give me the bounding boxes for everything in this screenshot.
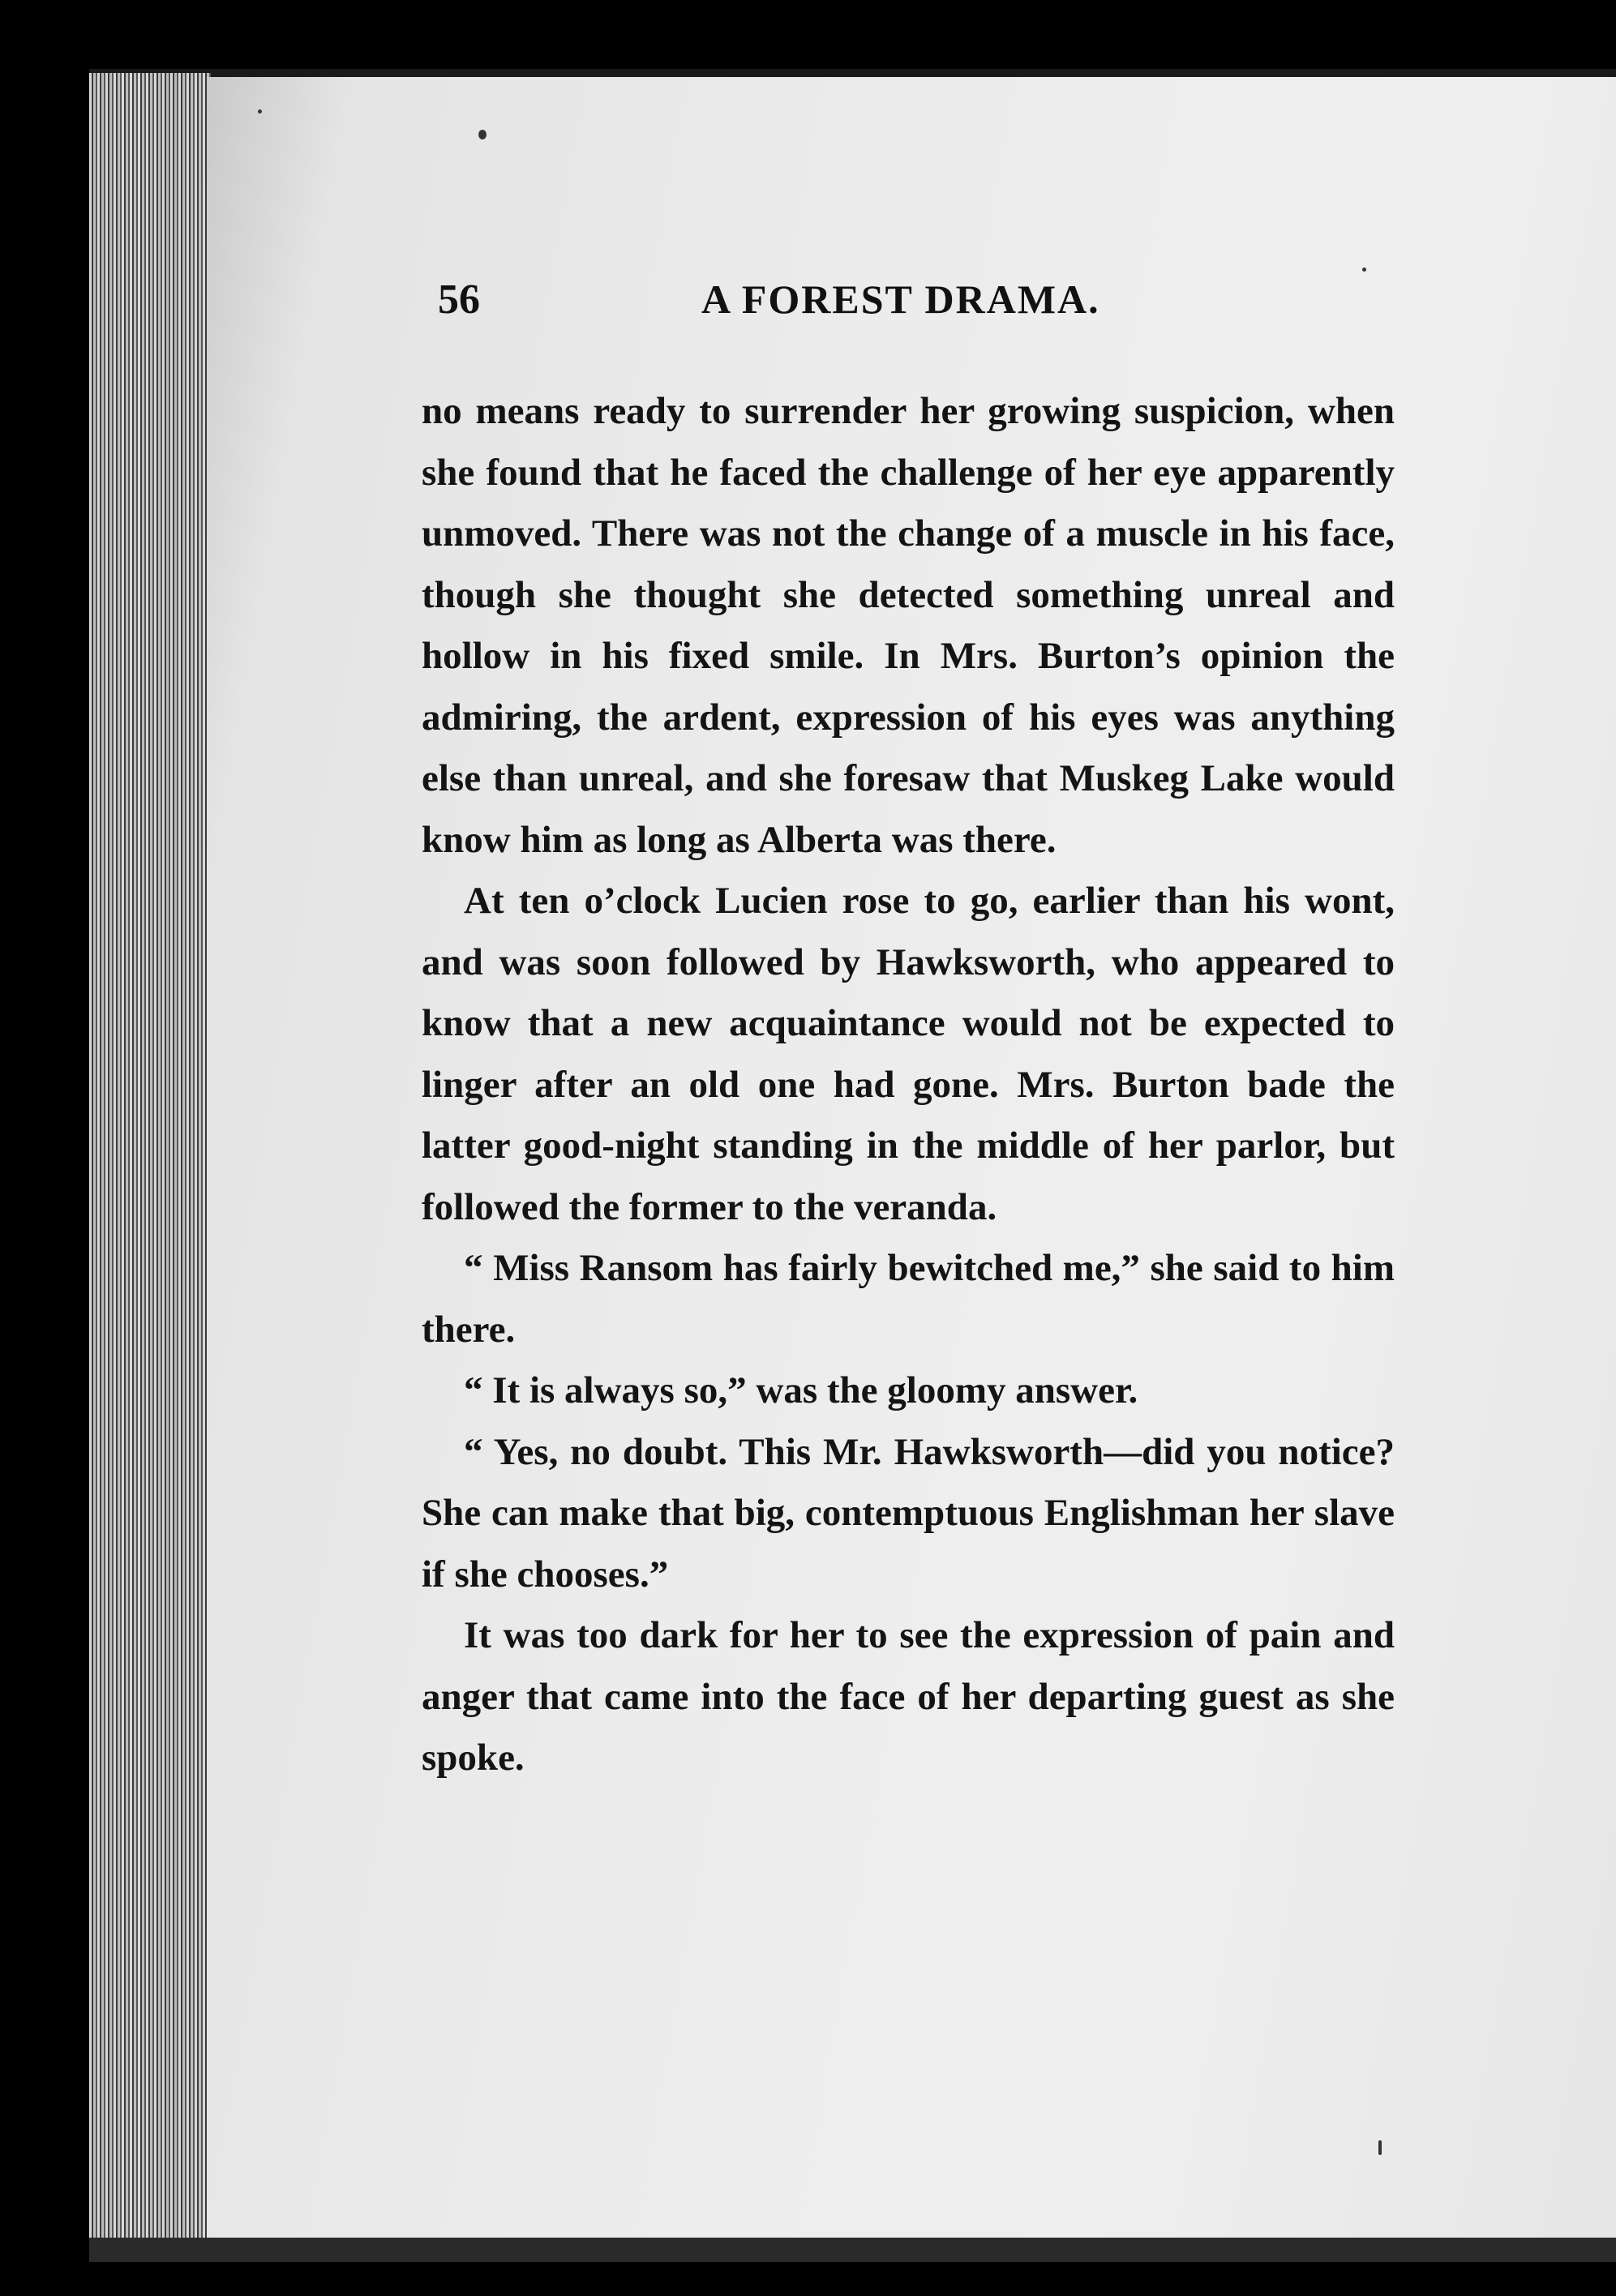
paragraph: “ It is always so,” was the gloomy answer. [464,1369,1138,1411]
bottom-edge [89,2238,1616,2262]
speck [258,109,262,114]
speck [478,130,487,139]
speck [1378,2140,1382,2155]
paragraph: “ Miss Ransom has fairly bewitched me,” she said to him there. [422,1247,1395,1351]
paragraph: no means ready to surrender her growing suspicion, when she found that he faced the challenge of her eye apparently unmoved. There was not the change of a muscle in his face, though she thought she detected something unreal and hollow in his fixed smile. In Mrs. Burton’s opinion the admiring, the ardent, expression of his eyes was anything else than unreal, and she foresaw that Muskeg Lake would know him as long as Alberta was there. [422,390,1395,861]
paragraph: At ten o’clock Lucien rose to go, earlier than his wont, and was soon followed by Hawksworth, who appeared to know that a new acquaintance would not be expected to linger after an old one had gone. Mrs. Burton bade the latter good-night standing in the middle of her parlor, but followed the former to the veranda. [422,880,1395,1228]
page-header [438,276,1411,332]
page-edges [89,73,211,2246]
paragraph: It was too dark for her to see the expression of pain and anger that came into the face of her departing guest as she spoke. [422,1614,1395,1779]
speck [1362,268,1366,272]
body-text [422,381,1395,1789]
page-number: 56 [438,276,480,323]
paragraph: “ Yes, no doubt. This Mr. Hawksworth—did you notice? She can make that big, contemptuous Englishman her slave if she chooses.” [422,1430,1395,1596]
running-title: A FOREST DRAMA. [701,276,1100,322]
